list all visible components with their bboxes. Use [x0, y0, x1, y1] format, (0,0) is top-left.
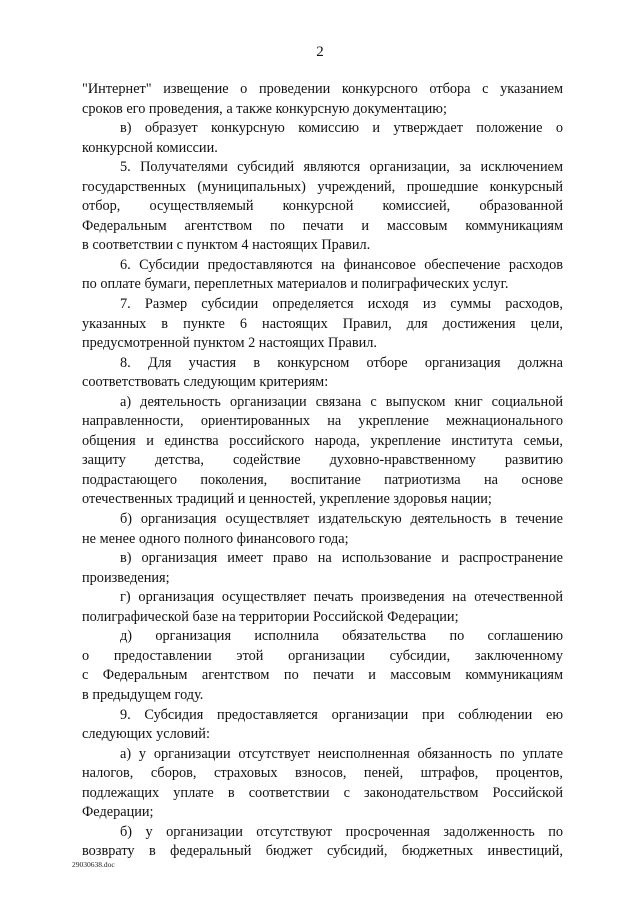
text-line: возврату в федеральный бюджет субсидий, бюджетных инвестиций,	[82, 843, 563, 860]
text-line: а) деятельность организации связана с выпуском книг социальной	[120, 393, 563, 410]
text-line: полиграфической базе на территории Российской Федерации;	[82, 608, 459, 625]
text-line: в предыдущем году.	[82, 686, 204, 703]
text-line: отечественных традиций и ценностей, укрепление здоровья нации;	[82, 491, 492, 508]
text-line: подрастающего поколения, воспитание патриотизма на основе	[82, 471, 563, 488]
text-line: с Федеральным агентством по печати и массовым коммуникациям	[82, 667, 563, 684]
text-line: общения и единства российского народа, укрепление института семьи,	[82, 432, 563, 449]
text-line: 6. Субсидии предоставляются на финансовое обеспечение расходов	[120, 256, 563, 273]
file-name-footer: 29030638.doc	[72, 860, 115, 869]
text-line: налогов, сборов, страховых взносов, пеней, штрафов, процентов,	[82, 765, 563, 782]
document-body	[82, 80, 563, 862]
text-line: д) организация исполнила обязательства по соглашению	[120, 628, 563, 645]
text-line: Федеральным агентством по печати и массовым коммуникациям	[82, 217, 563, 234]
text-line: сроков его проведения, а также конкурсную документацию;	[82, 100, 447, 117]
text-line: о предоставлении этой организации субсидии, заключенному	[82, 647, 563, 664]
text-line: предусмотренной пунктом 2 настоящих Правил.	[82, 335, 377, 352]
text-line: 7. Размер субсидии определяется исходя из суммы расходов,	[120, 296, 563, 313]
text-line: соответствовать следующим критериям:	[82, 374, 329, 391]
text-line: в) образует конкурсную комиссию и утверждает положение о	[120, 120, 563, 137]
text-line: по оплате бумаги, переплетных материалов и полиграфических услуг.	[82, 276, 509, 293]
text-line: Федерации;	[82, 804, 154, 821]
text-line: конкурсной комиссии.	[82, 139, 218, 156]
page-number: 2	[316, 44, 324, 60]
text-line: г) организация осуществляет печать произведения на отечественной	[120, 589, 563, 606]
text-line: 5. Получателями субсидий являются организации, за исключением	[120, 159, 563, 176]
text-line: в соответствии с пунктом 4 настоящих Правил.	[82, 237, 371, 254]
text-line: б) организация осуществляет издательскую деятельность в течение	[120, 511, 563, 528]
text-line: "Интернет" извещение о проведении конкурсного отбора с указанием	[82, 81, 563, 97]
text-line: а) у организации отсутствует неисполненная обязанность по уплате	[120, 745, 563, 762]
text-line: 8. Для участия в конкурсном отборе организация должна	[120, 354, 563, 371]
text-line: произведения;	[82, 569, 170, 586]
text-line: отбор, осуществляемый конкурсной комиссией, образованной	[82, 198, 563, 215]
text-line: защиту детства, содействие духовно-нравственному развитию	[82, 452, 563, 469]
text-line: 9. Субсидия предоставляется организации при соблюдении ею	[120, 706, 563, 723]
text-line: следующих условий:	[82, 726, 210, 743]
text-line: в) организация имеет право на использование и распространение	[120, 550, 563, 567]
text-line: указанных в пункте 6 настоящих Правил, для достижения цели,	[82, 315, 563, 332]
text-line: направленности, ориентированных на укрепление межнационального	[82, 413, 563, 430]
text-line: подлежащих уплате в соответствии с законодательством Российской	[82, 784, 563, 801]
text-line: государственных (муниципальных) учреждений, прошедшие конкурсный	[82, 178, 563, 195]
text-line: б) у организации отсутствуют просроченная задолженность по	[120, 823, 563, 840]
text-line: не менее одного полного финансового года;	[82, 530, 349, 547]
